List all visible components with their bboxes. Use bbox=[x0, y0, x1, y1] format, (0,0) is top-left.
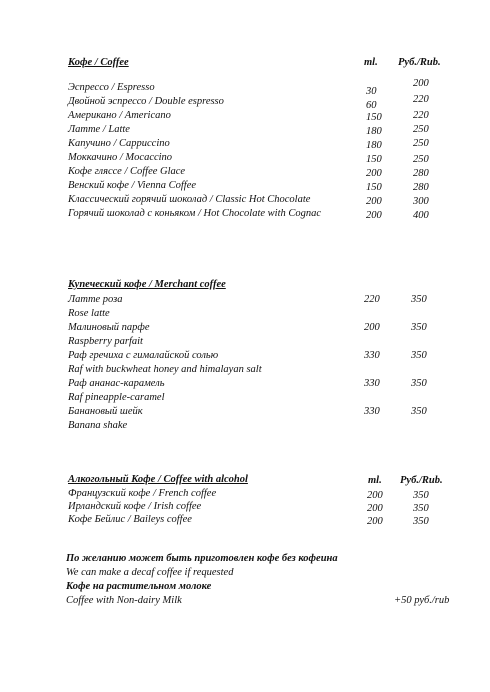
alcohol-item-price: 350 bbox=[413, 490, 429, 501]
alcohol-ml-header: ml. bbox=[368, 475, 382, 486]
alcohol-price-header: Руб./Rub. bbox=[400, 475, 443, 486]
merchant-item-name: Раф гречиха с гималайской солью bbox=[68, 350, 219, 361]
alcohol-item-ml: 200 bbox=[367, 516, 383, 527]
coffee-item-name: Эспрессо / Espresso bbox=[68, 82, 155, 93]
merchant-item-ml: 330 bbox=[364, 350, 380, 361]
coffee-item-name: Классический горячий шоколад / Classic Hot Chocolate bbox=[68, 194, 311, 205]
coffee-section-title: Кофе / Coffee bbox=[68, 57, 129, 68]
coffee-item-price: 400 bbox=[413, 210, 429, 221]
plant-milk-note-en: Coffee with Non-dairy Milk bbox=[66, 595, 182, 606]
coffee-item-name: Горячий шоколад с коньяком / Hot Chocolate with Cognac bbox=[68, 208, 322, 219]
coffee-ml-header: ml. bbox=[364, 57, 378, 68]
merchant-item-name-en: Raf with buckwheat honey and himalayan salt bbox=[68, 364, 262, 375]
alcohol-section-title: Алкогольный Кофе / Coffee with alcohol bbox=[68, 474, 248, 485]
merchant-item-name: Латте роза bbox=[68, 294, 123, 305]
coffee-item-name: Американо / Americano bbox=[68, 110, 171, 121]
alcohol-item-price: 350 bbox=[413, 516, 429, 527]
alcohol-item-name: Кофе Бейлис / Baileys coffee bbox=[68, 514, 192, 525]
merchant-item-name-en: Banana shake bbox=[68, 420, 128, 431]
coffee-item-ml: 150 bbox=[366, 182, 382, 193]
alcohol-item-ml: 200 bbox=[367, 490, 383, 501]
coffee-item-price: 220 bbox=[413, 94, 429, 105]
alcohol-item-name: Французский кофе / French coffee bbox=[68, 488, 217, 499]
coffee-item-price: 250 bbox=[413, 124, 429, 135]
merchant-item-name: Раф ананас-карамель bbox=[68, 378, 165, 389]
coffee-item-ml: 150 bbox=[366, 154, 382, 165]
merchant-item-price: 350 bbox=[411, 322, 427, 333]
coffee-item-name: Кофе гляссе / Coffee Glace bbox=[68, 166, 186, 177]
merchant-item-name-en: Raspberry parfait bbox=[68, 336, 143, 347]
merchant-item-name: Малиновый парфе bbox=[68, 322, 150, 333]
coffee-price-header: Руб./Rub. bbox=[398, 57, 441, 68]
coffee-item-ml: 200 bbox=[366, 168, 382, 179]
coffee-item-price: 250 bbox=[413, 138, 429, 149]
merchant-item-ml: 330 bbox=[364, 378, 380, 389]
coffee-item-name: Латте / Latte bbox=[68, 124, 130, 135]
merchant-item-ml: 200 bbox=[364, 322, 380, 333]
merchant-item-ml: 330 bbox=[364, 406, 380, 417]
decaf-note-en: We can make a decaf coffee if requested bbox=[66, 567, 234, 578]
coffee-item-name: Двойной эспрессо / Double espresso bbox=[68, 96, 224, 107]
coffee-item-price: 280 bbox=[413, 168, 429, 179]
coffee-item-price: 300 bbox=[413, 196, 429, 207]
merchant-item-price: 350 bbox=[411, 378, 427, 389]
decaf-note-ru: По желанию может быть приготовлен кофе без кофеина bbox=[66, 553, 338, 564]
merchant-item-name-en: Raf pineapple-caramel bbox=[68, 392, 165, 403]
coffee-item-name: Моккачино / Mocaccino bbox=[68, 152, 173, 163]
merchant-item-price: 350 bbox=[411, 294, 427, 305]
alcohol-item-name: Ирландский кофе / Irish coffee bbox=[68, 501, 202, 512]
merchant-item-name: Банановый шейк bbox=[68, 406, 143, 417]
merchant-item-ml: 220 bbox=[364, 294, 380, 305]
alcohol-item-price: 350 bbox=[413, 503, 429, 514]
merchant-item-price: 350 bbox=[411, 350, 427, 361]
coffee-item-name: Венский кофе / Vienna Coffee bbox=[68, 180, 197, 191]
coffee-item-name: Капучино / Cappuccino bbox=[68, 138, 170, 149]
coffee-item-ml: 200 bbox=[366, 196, 382, 207]
coffee-item-price: 220 bbox=[413, 110, 429, 121]
merchant-item-price: 350 bbox=[411, 406, 427, 417]
coffee-item-ml: 30 bbox=[366, 86, 377, 97]
plant-milk-note-ru: Кофе на растительном молоке bbox=[66, 581, 212, 592]
coffee-item-price: 250 bbox=[413, 154, 429, 165]
coffee-item-price: 280 bbox=[413, 182, 429, 193]
merchant-section-title: Купеческий кофе / Merchant coffee bbox=[68, 279, 226, 290]
coffee-item-ml: 60 bbox=[366, 100, 377, 111]
plant-milk-price: +50 руб./rub bbox=[394, 595, 450, 606]
coffee-item-ml: 150 bbox=[366, 112, 382, 123]
coffee-item-ml: 200 bbox=[366, 210, 382, 221]
merchant-item-name-en: Rose latte bbox=[68, 308, 110, 319]
coffee-item-ml: 180 bbox=[366, 140, 382, 151]
coffee-item-price: 200 bbox=[413, 78, 429, 89]
alcohol-item-ml: 200 bbox=[367, 503, 383, 514]
coffee-item-ml: 180 bbox=[366, 126, 382, 137]
